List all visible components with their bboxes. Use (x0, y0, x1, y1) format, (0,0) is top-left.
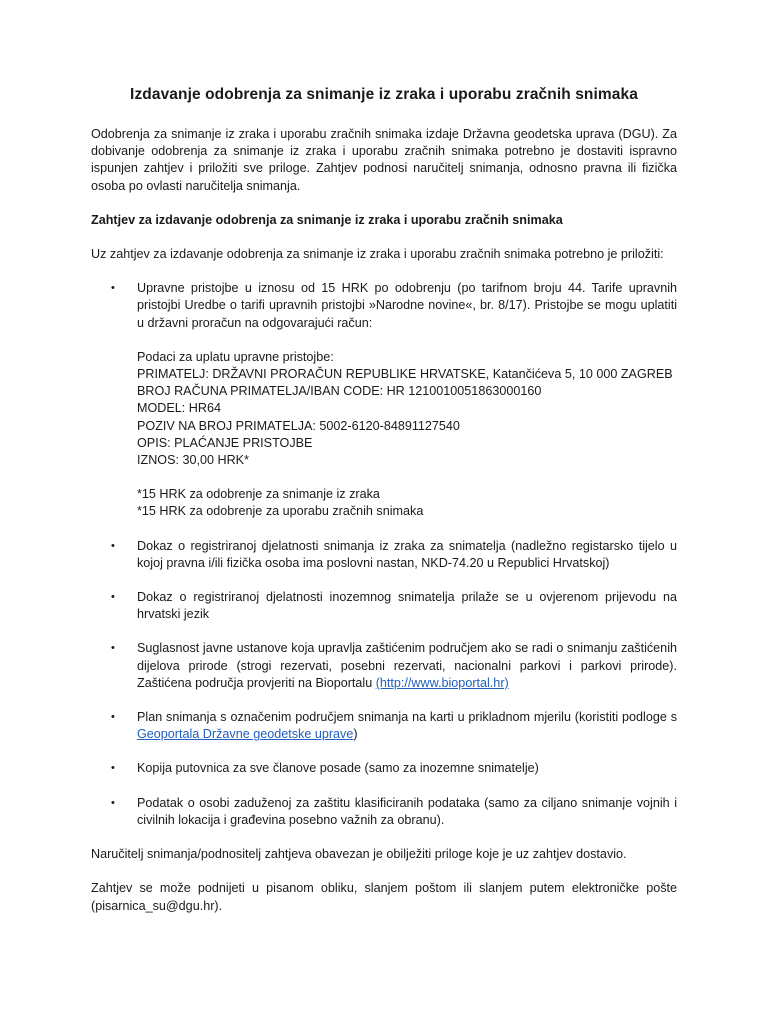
bullet-icon: • (111, 591, 115, 604)
list-item-text: Dokaz o registriranoj djelatnosti snimanja iz zraka za snimatelja (nadležno registarsko tijelo u kojoj pravna i/ili fizička osoba ima poslovni nastan, NKD-74.20 u Republici Hrvatskoj) (137, 538, 677, 570)
bullet-icon: • (111, 711, 115, 724)
requirements-list (91, 280, 677, 829)
payment-line: OPIS: PLAĆANJE PRISTOJBE (137, 435, 313, 450)
list-item-text: Suglasnost javne ustanove koja upravlja zaštićenim područjem ako se radi o snimanju zaštićenih dijelova prirode (strogi rezervati, posebni rezervati, nacionalni parkovi i parkovi prirode). Zaštićena područja provjeriti na Bioportalu (137, 641, 677, 690)
payment-line: Podaci za uplatu upravne pristojbe: (137, 349, 334, 364)
list-item-text: Upravne pristojbe u iznosu od 15 HRK po odobrenju (po tarifnom broju 44. Tarife upravnih pristojbi Uredbe o tarifi upravnih pristojbi »Narodne novine«, br. 8/17). Pristojbe se mogu uplatiti u državni proračun na odgovarajući račun: (137, 281, 677, 330)
list-item-text: Plan snimanja s označenim područjem snimanja na karti u prikladnom mjerilu (koristiti podloge s (137, 710, 677, 725)
bullet-icon: • (111, 282, 115, 295)
list-item-text: Podatak o osobi zaduženoj za zaštitu klasificiranih podataka (samo za ciljano snimanje vojnih i civilnih lokacija i građevina posebno važnih za obranu). (137, 795, 677, 827)
section-heading: Zahtjev za izdavanje odobrenja za snimanje iz zraka i uporabu zračnih snimaka (91, 212, 563, 227)
payment-line: POZIV NA BROJ PRIMATELJA: 5002-6120-84891127540 (137, 418, 460, 433)
list-item-fee (91, 280, 677, 520)
bullet-icon: • (111, 539, 115, 552)
list-item-plan (91, 709, 677, 743)
page-title: Izdavanje odobrenja za snimanje iz zraka i uporabu zračnih snimaka (130, 86, 638, 103)
payment-line: BROJ RAČUNA PRIMATELJA/IBAN CODE: HR 1210010051863000160 (137, 384, 542, 399)
closing-paragraph-2: Zahtjev se može podnijeti u pisanom obliku, slanjem poštom ili slanjem putem elektroničke pošte (pisarnica_su@dgu.hr). (91, 881, 677, 913)
bullet-icon: • (111, 762, 115, 775)
fee-note: *15 HRK za odobrenje za uporabu zračnih snimaka (137, 504, 424, 519)
payment-line: IZNOS: 30,00 HRK* (137, 453, 249, 468)
list-item-passports (91, 760, 677, 777)
list-intro: Uz zahtjev za izdavanje odobrenja za snimanje iz zraka i uporabu zračnih snimaka potrebno je priložiti: (91, 247, 664, 262)
bioportal-link[interactable]: (http://www.bioportal.hr) (375, 675, 509, 690)
bullet-icon: • (111, 796, 115, 809)
payment-details (137, 349, 677, 469)
list-item-text: Kopija putovnica za sve članove posade (samo za inozemne snimatelje) (137, 761, 539, 776)
list-item-text-after: ) (353, 727, 358, 742)
list-item-text: Dokaz o registriranoj djelatnosti inozemnog snimatelja prilaže se u ovjerenom prijevodu na hrvatski jezik (137, 590, 677, 622)
list-item-foreign-registration (91, 589, 677, 623)
geoportal-link[interactable]: Geoportala Državne geodetske uprave (137, 727, 354, 742)
intro-paragraph: Odobrenja za snimanje iz zraka i uporabu zračnih snimaka izdaje Državna geodetska uprava (DGU). Za dobivanje odobrenja za snimanje iz zraka i uporabu zračnih snimaka potrebno je dostaviti ispravno ispunjen zahtjev i priložiti sve priloge. Zahtjev podnosi naručitelj snimanja, odnosno pravna ili fizička osoba po ovlasti naručitelja snimanja. (91, 127, 677, 193)
fee-note: *15 HRK za odobrenje za snimanje iz zraka (137, 487, 380, 502)
fee-notes (137, 486, 677, 520)
list-item-registration (91, 538, 677, 572)
payment-line: PRIMATELJ: DRŽAVNI PRORAČUN REPUBLIKE HRVATSKE, Katančićeva 5, 10 000 ZAGREB (137, 367, 673, 382)
closing-paragraph-1: Naručitelj snimanja/podnositelj zahtjeva obavezan je obilježiti priloge koje je uz zahtjev dostavio. (91, 847, 627, 862)
payment-line: MODEL: HR64 (137, 401, 221, 416)
list-item-security-officer (91, 795, 677, 829)
bullet-icon: • (111, 642, 115, 655)
list-item-consent (91, 640, 677, 692)
